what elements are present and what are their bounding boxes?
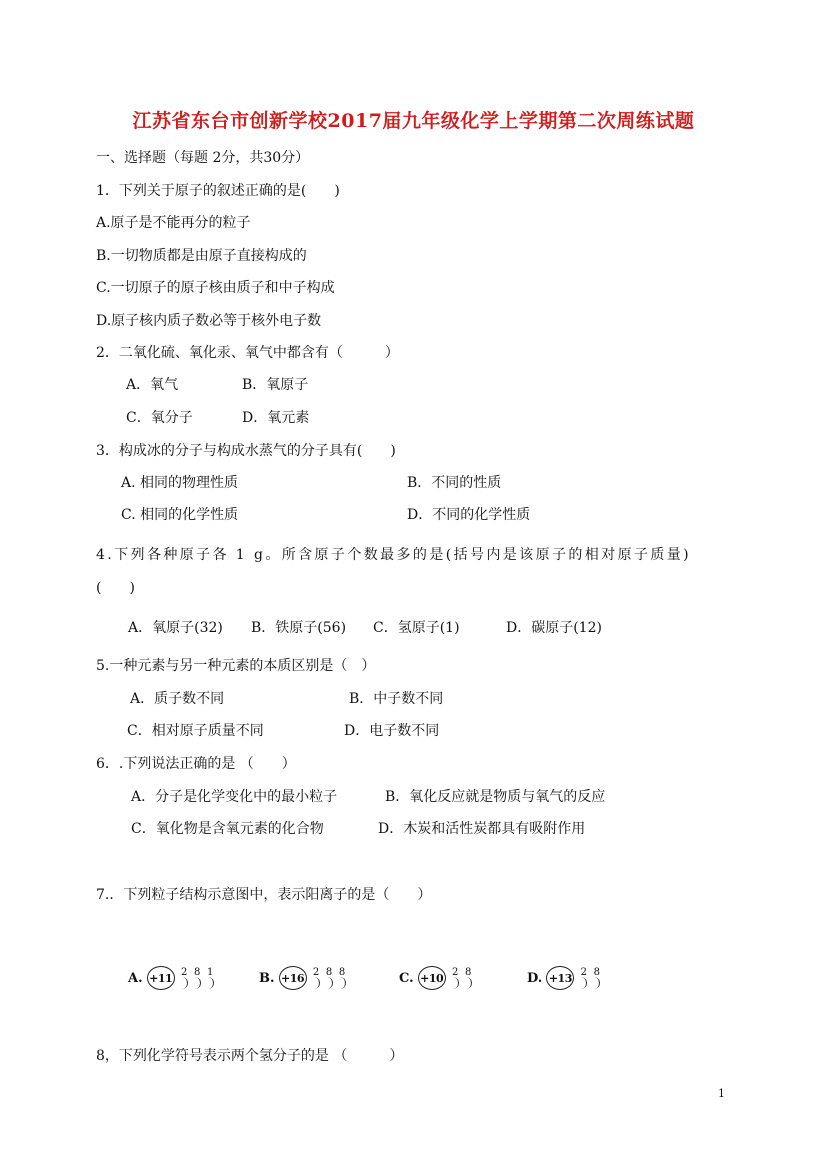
question-5-option-d: D．电子数不同	[344, 723, 440, 739]
atom-diagram-a	[128, 966, 214, 990]
atom-b-shell-1: 2	[312, 966, 320, 978]
atom-c-nucleus: +10	[418, 966, 446, 990]
question-3-stem: 3．构成冰的分子与构成水蒸气的分子具有( )	[96, 443, 396, 459]
question-4-option-b: B．铁原子(56)	[251, 620, 347, 636]
question-6-option-b: B．氧化反应就是物质与氧气的反应	[385, 789, 606, 805]
question-3-option-a: A. 相同的物理性质	[121, 475, 239, 491]
question-5-stem: 5.一种元素与另一种元素的本质区别是（ ）	[96, 658, 376, 674]
atom-diagram-b	[259, 966, 346, 990]
question-1-option-d: D.原子核内质子数必等于核外电子数	[96, 313, 322, 329]
atom-a-shell-1: 2	[180, 966, 188, 978]
question-8-stem: 8，下列化学符号表示两个氢分子的是 （ ）	[96, 1048, 404, 1064]
atom-diagram-c	[399, 966, 472, 990]
question-2-stem: 2．二氧化硫、氧化汞、氧气中都含有（ ）	[96, 345, 399, 361]
question-1-option-c: C.一切原子的原子核由质子和中子构成	[96, 280, 335, 296]
question-6-option-c: C．氧化物是含氧元素的化合物	[131, 821, 324, 837]
atom-d-shell-1: 2	[580, 966, 588, 978]
question-4-option-d: D．碳原子(12)	[506, 620, 602, 636]
question-7-stem: 7.．下列粒子结构示意图中，表示阳离子的是（ ）	[96, 887, 432, 903]
question-5-option-c: C．相对原子质量不同	[127, 723, 264, 739]
question-6-option-d: D．木炭和活性炭都具有吸附作用	[378, 821, 586, 837]
question-6-option-a: A．分子是化学变化中的最小粒子	[131, 789, 338, 805]
atom-a-shell-2: 8	[193, 966, 201, 978]
atom-b-nucleus: +16	[279, 966, 307, 990]
atom-c-shell-2: 8	[464, 966, 472, 978]
atom-b-shell-2: 8	[325, 966, 333, 978]
atom-b-label: B.	[259, 970, 275, 986]
question-1-stem: 1．下列关于原子的叙述正确的是( )	[96, 183, 340, 199]
question-4-stem-continued: ( )	[96, 580, 135, 596]
atom-d-shell-2: 8	[593, 966, 601, 978]
question-4-option-a: A．氧原子(32)	[128, 620, 223, 636]
atom-c-shell-1: 2	[451, 966, 459, 978]
atom-b-shell-3: 8	[338, 966, 346, 978]
atom-d-label: D.	[527, 970, 543, 986]
question-4-stem: 4.下列各种原子各 1 g。所含原子个数最多的是(括号内是该原子的相对原子质量)	[96, 547, 692, 563]
question-2-option-d: D．氧元素	[242, 410, 310, 426]
atom-c-label: C.	[399, 970, 414, 986]
section-heading: 一、选择题（每题 2分，共30分）	[96, 150, 310, 166]
question-3-option-d: D．不同的化学性质	[407, 507, 531, 523]
question-3-option-c: C. 相同的化学性质	[121, 507, 239, 523]
page-number: 1	[718, 1087, 725, 1100]
question-5-option-b: B．中子数不同	[349, 691, 444, 707]
question-1-option-a: A.原子是不能再分的粒子	[96, 215, 251, 231]
question-3-option-b: B．不同的性质	[407, 475, 502, 491]
atom-diagram-d	[527, 966, 600, 990]
question-5-option-a: A．质子数不同	[130, 691, 225, 707]
question-4-option-c: C．氢原子(1)	[373, 620, 460, 636]
question-2-option-a: A．氧气	[126, 377, 179, 393]
question-2-option-c: C．氧分子	[126, 410, 193, 426]
question-6-stem: 6．.下列说法正确的是 （ ）	[96, 756, 296, 772]
question-2-option-b: B．氧原子	[242, 377, 309, 393]
document-title: 江苏省东台市创新学校2017届九年级化学上学期第二次周练试题	[132, 110, 695, 132]
atom-a-label: A.	[128, 970, 143, 986]
atom-a-nucleus: +11	[147, 966, 175, 990]
question-1-option-b: B.一切物质都是由原子直接构成的	[96, 248, 307, 264]
atom-a-shell-3: 1	[206, 966, 214, 978]
atom-d-nucleus: +13	[546, 966, 574, 990]
